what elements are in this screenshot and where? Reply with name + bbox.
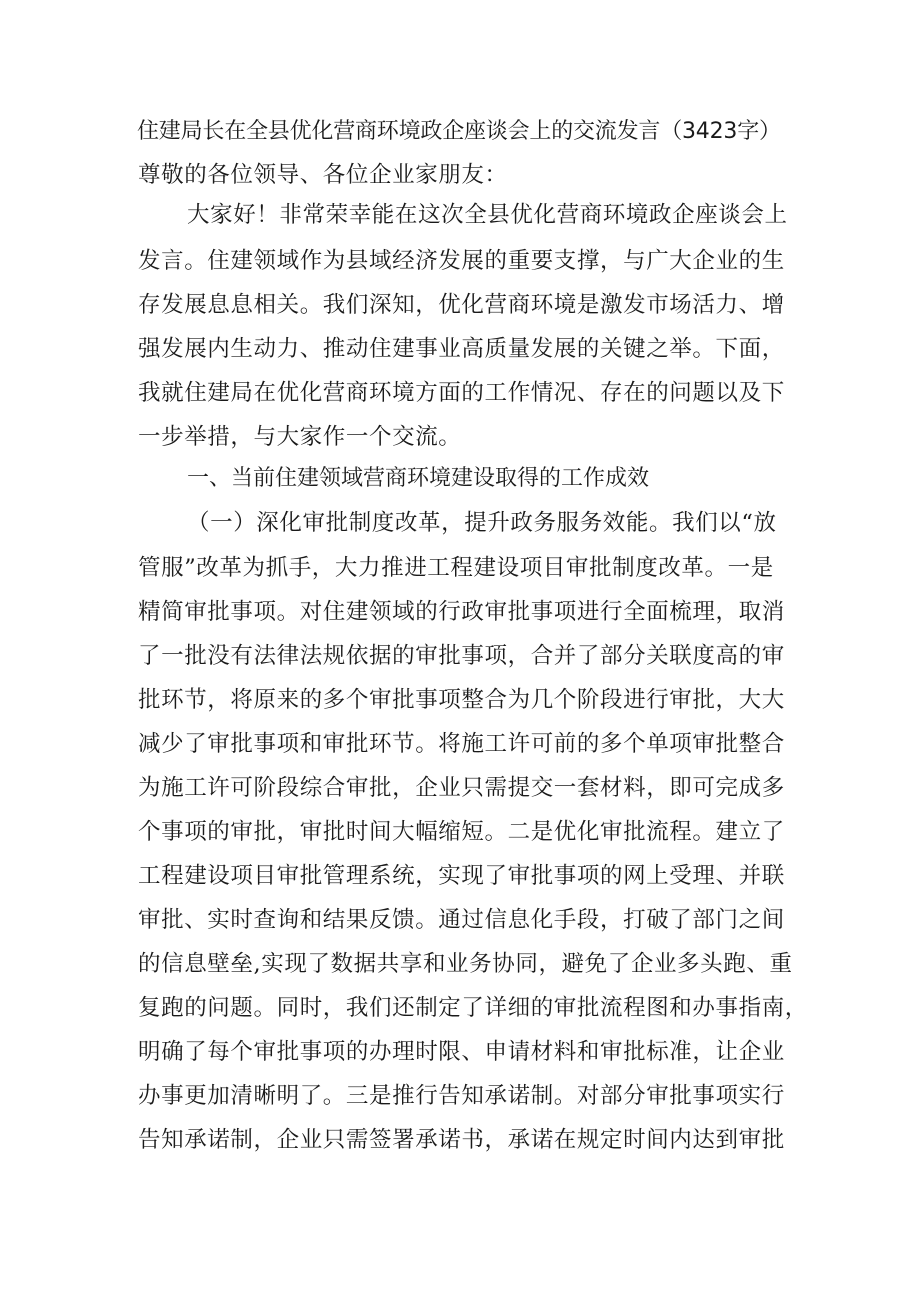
section-line: 复跑的问题。同时，我们还制定了详细的审批流程图和办事指南， [138, 995, 808, 1021]
intro-line: 存发展息息相关。我们深知，优化营商环境是激发市场活力、增 [138, 292, 785, 318]
salutation: 尊敬的各位领导、各位企业家朋友： [138, 162, 508, 188]
section-heading: 一、当前住建领域营商环境建设取得的工作成效 [187, 466, 650, 491]
intro-line: 强发展内生动力、推动住建事业高质量发展的关键之举。下面， [138, 336, 785, 362]
section-line: 批环节，将原来的多个审批事项整合为几个阶段进行审批，大大 [138, 687, 785, 713]
intro-line: 大家好！非常荣幸能在这次全县优化营商环境政企座谈会上 [187, 202, 788, 228]
section-line: 精简审批事项。对住建领域的行政审批事项进行全面梳理，取消 [138, 599, 785, 625]
section-line: 告知承诺制，企业只需签署承诺书，承诺在规定时间内达到审批 [138, 1127, 785, 1153]
intro-line: 我就住建局在优化营商环境方面的工作情况、存在的问题以及下 [138, 380, 785, 406]
intro-line: 发言。住建领域作为县域经济发展的重要支撑，与广大企业的生 [138, 248, 785, 274]
section-line: 审批、实时查询和结果反馈。通过信息化手段，打破了部门之间 [138, 907, 785, 933]
section-line: 办事更加清晰明了。三是推行告知承诺制。对部分审批事项实行 [138, 1083, 785, 1109]
section-line: 明确了每个审批事项的办理时限、申请材料和审批标准，让企业 [138, 1039, 785, 1065]
document-title: 住建局长在全县优化营商环境政企座谈会上的交流发言（3423字） [137, 119, 781, 144]
section-line: 减少了审批事项和审批环节。将施工许可前的多个单项审批整合 [138, 731, 785, 757]
section-line: （一）深化审批制度改革，提升政务服务效能。我们以“放 [187, 510, 777, 536]
section-line: 的信息壁垒,实现了数据共享和业务协同，避免了企业多头跑、重 [138, 951, 793, 977]
section-line: 为施工许可阶段综合审批，企业只需提交一套材料，即可完成多 [138, 775, 785, 801]
section-line: 了一批没有法律法规依据的审批事项，合并了部分关联度高的审 [138, 643, 785, 669]
section-line: 个事项的审批，审批时间大幅缩短。二是优化审批流程。建立了 [138, 819, 785, 845]
intro-line: 一步举措，与大家作一个交流。 [138, 424, 462, 450]
section-line: 管服”改革为抓手，大力推进工程建设项目审批制度改革。一是 [138, 555, 774, 581]
section-line: 工程建设项目审批管理系统，实现了审批事项的网上受理、并联 [138, 863, 785, 889]
